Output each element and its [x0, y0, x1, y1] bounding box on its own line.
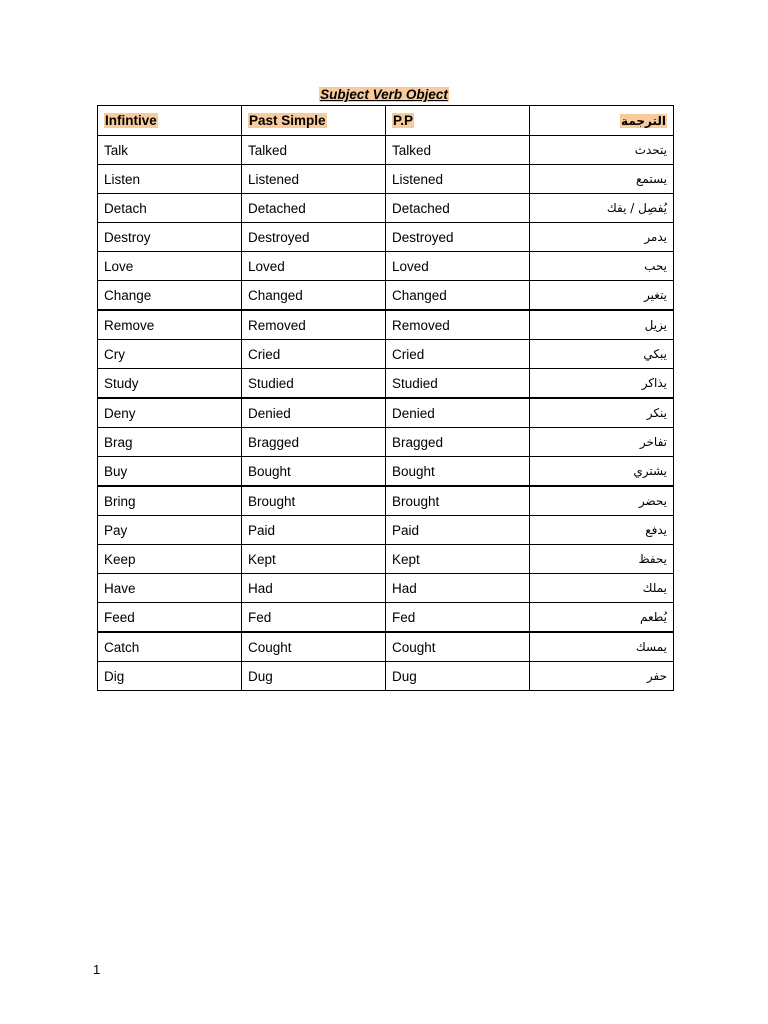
cell-infinitive: Brag [98, 428, 242, 457]
cell-infinitive: Talk [98, 136, 242, 165]
cell-translation: يحضر [530, 486, 674, 516]
verb-table [97, 105, 674, 691]
cell-past-participle: Bragged [386, 428, 530, 457]
cell-translation: يُطعم [530, 603, 674, 633]
cell-infinitive: Study [98, 369, 242, 399]
cell-past-simple: Bought [242, 457, 386, 487]
cell-past-participle: Changed [386, 281, 530, 311]
cell-past-simple: Destroyed [242, 223, 386, 252]
cell-infinitive: Have [98, 574, 242, 603]
cell-translation: يمسك [530, 632, 674, 662]
cell-infinitive: Change [98, 281, 242, 311]
table-row [98, 603, 674, 633]
cell-infinitive: Catch [98, 632, 242, 662]
table-row [98, 428, 674, 457]
table-row [98, 165, 674, 194]
table-row [98, 545, 674, 574]
cell-past-simple: Fed [242, 603, 386, 633]
table-row [98, 486, 674, 516]
cell-translation: يزيل [530, 310, 674, 340]
table-header-row [98, 106, 674, 136]
header-translation [530, 106, 674, 136]
cell-past-simple: Dug [242, 662, 386, 691]
header-infinitive [98, 106, 242, 136]
cell-translation: يتغير [530, 281, 674, 311]
cell-infinitive: Listen [98, 165, 242, 194]
cell-past-participle: Had [386, 574, 530, 603]
cell-past-simple: Changed [242, 281, 386, 311]
table-row [98, 194, 674, 223]
cell-past-participle: Loved [386, 252, 530, 281]
cell-past-participle: Dug [386, 662, 530, 691]
cell-past-simple: Had [242, 574, 386, 603]
table-row [98, 340, 674, 369]
cell-translation: يستمع [530, 165, 674, 194]
table-row [98, 281, 674, 311]
cell-translation: يُفصِل / يفك [530, 194, 674, 223]
cell-past-participle: Cried [386, 340, 530, 369]
page-number: 1 [93, 962, 101, 977]
cell-infinitive: Buy [98, 457, 242, 487]
cell-translation: حفر [530, 662, 674, 691]
cell-translation: يشتري [530, 457, 674, 487]
header-translation-label: الترجمة [621, 113, 666, 128]
cell-past-participle: Brought [386, 486, 530, 516]
cell-past-simple: Denied [242, 398, 386, 428]
table-row [98, 457, 674, 487]
cell-translation: يحفظ [530, 545, 674, 574]
cell-past-participle: Listened [386, 165, 530, 194]
cell-past-simple: Talked [242, 136, 386, 165]
cell-infinitive: Pay [98, 516, 242, 545]
cell-translation: يدفع [530, 516, 674, 545]
cell-past-simple: Studied [242, 369, 386, 399]
cell-past-simple: Brought [242, 486, 386, 516]
cell-past-participle: Fed [386, 603, 530, 633]
cell-past-simple: Cought [242, 632, 386, 662]
cell-translation: يذاكر [530, 369, 674, 399]
header-infinitive-label: Infintive [105, 113, 157, 128]
verb-table-body [98, 136, 674, 691]
cell-past-participle: Removed [386, 310, 530, 340]
cell-translation: تفاخر [530, 428, 674, 457]
cell-past-participle: Bought [386, 457, 530, 487]
cell-infinitive: Bring [98, 486, 242, 516]
cell-infinitive: Cry [98, 340, 242, 369]
header-past-simple [242, 106, 386, 136]
cell-past-participle: Destroyed [386, 223, 530, 252]
page-title-text: Subject Verb Object [320, 87, 448, 102]
cell-translation: يبكي [530, 340, 674, 369]
cell-past-participle: Paid [386, 516, 530, 545]
table-row [98, 516, 674, 545]
table-row [98, 398, 674, 428]
cell-past-simple: Cried [242, 340, 386, 369]
table-row [98, 574, 674, 603]
cell-translation: يحب [530, 252, 674, 281]
header-past-participle-label: P.P [393, 113, 414, 128]
cell-past-simple: Removed [242, 310, 386, 340]
header-past-participle [386, 106, 530, 136]
page-title [0, 86, 768, 104]
table-row [98, 632, 674, 662]
cell-past-simple: Detached [242, 194, 386, 223]
cell-past-simple: Paid [242, 516, 386, 545]
cell-translation: يتحدث [530, 136, 674, 165]
cell-infinitive: Destroy [98, 223, 242, 252]
cell-past-participle: Cought [386, 632, 530, 662]
cell-infinitive: Keep [98, 545, 242, 574]
cell-infinitive: Love [98, 252, 242, 281]
table-row [98, 252, 674, 281]
table-row [98, 223, 674, 252]
header-past-simple-label: Past Simple [249, 113, 326, 128]
cell-past-participle: Talked [386, 136, 530, 165]
table-row [98, 136, 674, 165]
table-row [98, 662, 674, 691]
cell-past-simple: Loved [242, 252, 386, 281]
cell-past-participle: Denied [386, 398, 530, 428]
cell-translation: يملك [530, 574, 674, 603]
cell-infinitive: Dig [98, 662, 242, 691]
cell-past-participle: Studied [386, 369, 530, 399]
cell-translation: يدمر [530, 223, 674, 252]
cell-past-participle: Detached [386, 194, 530, 223]
cell-past-participle: Kept [386, 545, 530, 574]
cell-infinitive: Detach [98, 194, 242, 223]
cell-infinitive: Deny [98, 398, 242, 428]
table-row [98, 369, 674, 399]
cell-past-simple: Kept [242, 545, 386, 574]
cell-past-simple: Bragged [242, 428, 386, 457]
table-row [98, 310, 674, 340]
cell-infinitive: Remove [98, 310, 242, 340]
cell-past-simple: Listened [242, 165, 386, 194]
cell-infinitive: Feed [98, 603, 242, 633]
cell-translation: ينكر [530, 398, 674, 428]
